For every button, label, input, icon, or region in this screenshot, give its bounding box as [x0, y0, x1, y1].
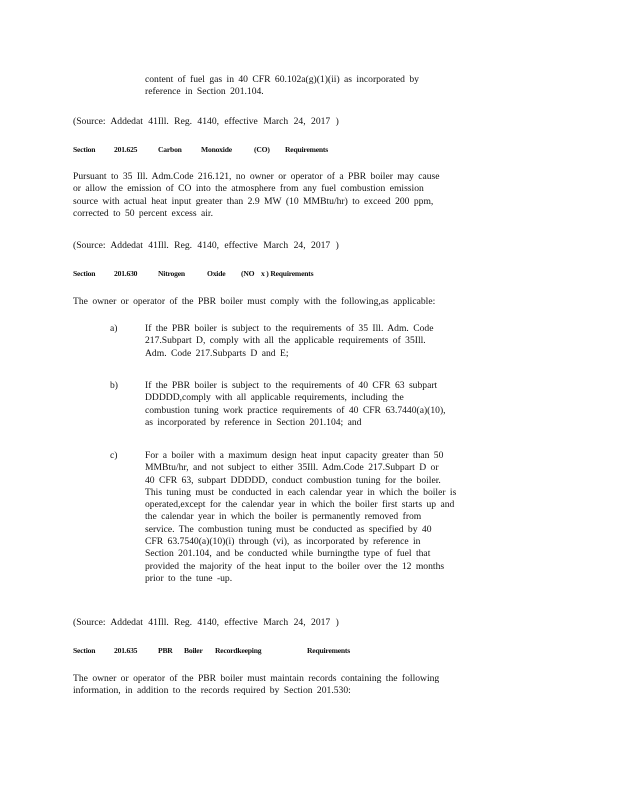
- text-line: If the PBR boiler is subject to the requirements of 40 CFR 63 subpart: [145, 380, 438, 391]
- text-line: or allow the emission of CO into the atmosphere from any fuel combustion emission: [73, 183, 424, 195]
- text-line: CFR 63.7540(a)(10)(i) through (vi), as incorporated by reference in: [145, 536, 421, 548]
- section-630-intro: The owner or operator of the PBR boiler must comply with the following,as applicable:: [73, 296, 436, 307]
- section-label: Section: [73, 646, 96, 655]
- text-line: combustion tuning work practice requirements of 40 CFR 63.7440(a)(10),: [145, 404, 446, 416]
- list-item: [145, 323, 505, 360]
- source-note: (Source: Addedat 41Ill. Reg. 4140, effective March 24, 2017 ): [73, 240, 339, 251]
- list-item-label: a): [110, 323, 118, 334]
- section-heading-635: [73, 646, 373, 658]
- section-heading-625: [73, 145, 373, 157]
- section-title-word: Boiler: [184, 646, 203, 655]
- text-line: reference in Section 201.104.: [145, 86, 264, 98]
- source-note: (Source: Addedat 41Ill. Reg. 4140, effective March 24, 2017 ): [73, 617, 339, 628]
- section-label: Section: [73, 145, 96, 154]
- section-title-word: Requirements: [285, 145, 329, 154]
- list-item-label: b): [110, 380, 118, 391]
- section-number: 201.635: [114, 646, 138, 655]
- section-title-word: Recordkeeping: [215, 646, 262, 655]
- section-title-word: Requirements: [307, 646, 351, 655]
- source-note: (Source: Addedat 41Ill. Reg. 4140, effective March 24, 2017 ): [73, 116, 339, 127]
- section-heading-630: [73, 269, 373, 281]
- text-line: operated,except for the calendar year in which the boiler first starts up and: [145, 499, 455, 511]
- text-line: Pursuant to 35 Ill. Adm.Code 216.121, no owner or operator of a PBR boiler may cause: [73, 171, 440, 182]
- list-item: [145, 380, 505, 429]
- text-line: Section 201.104, and be conducted while burningthe type of fuel that: [145, 548, 431, 560]
- section-635-body: [73, 673, 513, 698]
- text-line: The owner or operator of the PBR boiler must maintain records containing the following: [73, 673, 440, 684]
- section-title-word: PBR: [158, 646, 173, 655]
- section-625-body: [73, 171, 493, 220]
- section-title-word: Nitrogen: [158, 269, 185, 278]
- list-item: [145, 450, 505, 585]
- text-line: 40 CFR 63, subpart DDDDD, conduct combustion tuning for the boiler.: [145, 474, 441, 486]
- section-title-word: Oxide: [207, 269, 226, 278]
- section-number: 201.630: [114, 269, 138, 278]
- continued-paragraph: [145, 74, 475, 99]
- text-line: This tuning must be conducted in each calendar year in which the boiler is: [145, 486, 457, 498]
- text-line: 217.Subpart D, comply with all the applicable requirements of 35Ill.: [145, 335, 426, 347]
- text-line: If the PBR boiler is subject to the requirements of 35 Ill. Adm. Code: [145, 323, 434, 334]
- text-line: provided the majority of the heat input to the boiler over the 12 months: [145, 560, 445, 572]
- text-line: Adm. Code 217.Subparts D and E;: [145, 347, 289, 359]
- text-line: service. The combustion tuning must be conducted as specified by 40: [145, 523, 432, 535]
- section-title-word: (NO: [241, 269, 255, 278]
- section-label: Section: [73, 269, 96, 278]
- section-number: 201.625: [114, 145, 138, 154]
- text-line: DDDDD,comply with all applicable requirements, including the: [145, 392, 404, 404]
- text-line: as incorporated by reference in Section 201.104; and: [145, 416, 362, 428]
- text-line: source with actual heat input greater than 2.9 MW (10 MMBtu/hr) to exceed 200 ppm,: [73, 195, 434, 207]
- section-title-word: Monoxide: [201, 145, 232, 154]
- text-line: MMBtu/hr, and not subject to either 35Ill. Adm.Code 217.Subpart D or: [145, 462, 439, 474]
- text-line: prior to the tune -up.: [145, 572, 233, 584]
- section-title-word: x ) Requirements: [261, 269, 314, 278]
- text-line: content of fuel gas in 40 CFR 60.102a(g)(1)(ii) as incorporated by: [145, 74, 419, 85]
- text-line: information, in addition to the records required by Section 201.530:: [73, 685, 351, 697]
- list-item-label: c): [110, 450, 118, 461]
- text-line: the calendar year in which the boiler is permanently removed from: [145, 511, 422, 523]
- section-title-word: (CO): [254, 145, 270, 154]
- text-line: corrected to 50 percent excess air.: [73, 207, 213, 219]
- section-title-word: Carbon: [158, 145, 182, 154]
- text-line: For a boiler with a maximum design heat input capacity greater than 50: [145, 450, 444, 461]
